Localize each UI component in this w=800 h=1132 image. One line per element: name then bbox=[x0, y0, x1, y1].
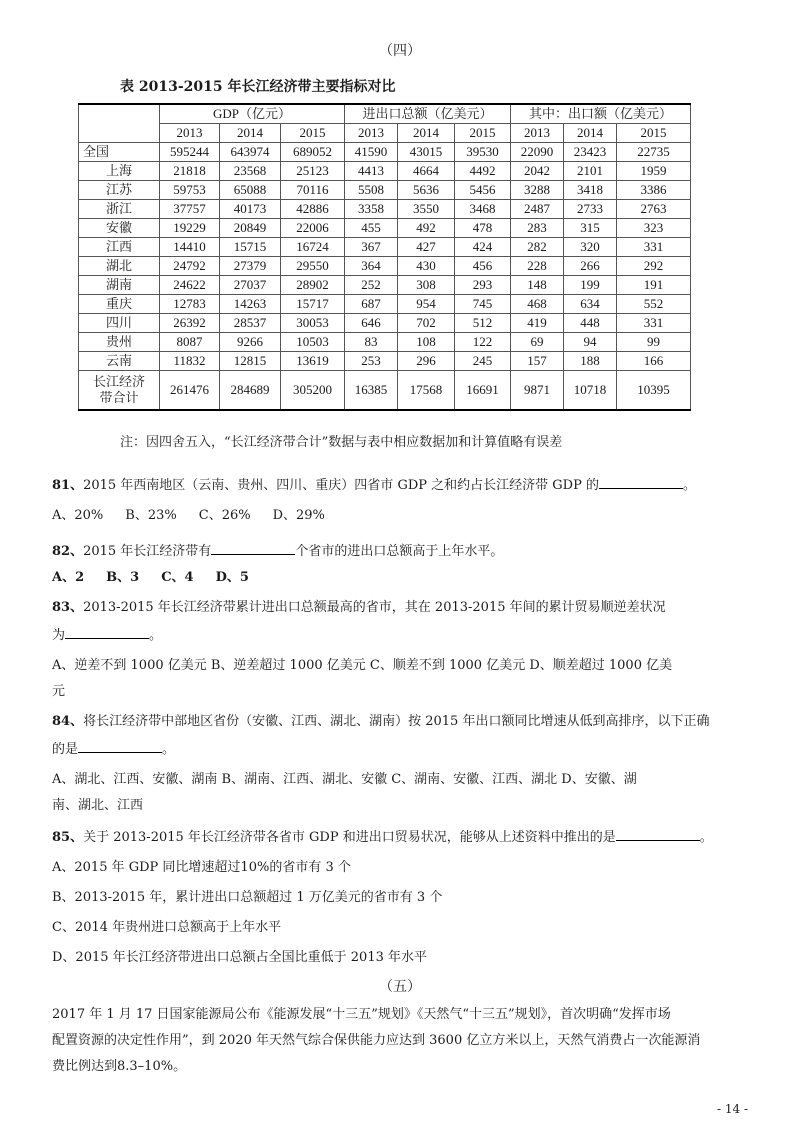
question-number: 84、 bbox=[52, 714, 84, 729]
table-cell: 10718 bbox=[564, 371, 617, 411]
question-text-prefix: 为 bbox=[52, 628, 66, 643]
table-corner-cell bbox=[79, 104, 160, 143]
table-cell: 10395 bbox=[617, 371, 691, 411]
table-cell: 25123 bbox=[281, 162, 345, 181]
option-a[interactable]: A、2 bbox=[52, 570, 85, 585]
option-c[interactable]: C、4 bbox=[161, 570, 194, 585]
answer-blank[interactable] bbox=[616, 826, 700, 841]
table-cell: 166 bbox=[617, 352, 691, 371]
table-cell: 448 bbox=[564, 314, 617, 333]
table-cell: 94 bbox=[564, 333, 617, 352]
table-cell: 122 bbox=[455, 333, 511, 352]
table-cell: 24792 bbox=[160, 257, 220, 276]
table-cell: 37757 bbox=[160, 200, 220, 219]
passage-line-1: 2017 年 1 月 17 日国家能源局公布《能源发展“十三五”规划》《天然气“十三五”规划》，首次明确“发挥市场 bbox=[52, 1007, 671, 1022]
option-d[interactable]: D、29% bbox=[272, 508, 325, 523]
row-label: 上海 bbox=[79, 162, 160, 181]
table-cell: 284689 bbox=[220, 371, 281, 411]
table-cell: 40173 bbox=[220, 200, 281, 219]
table-cell: 30053 bbox=[281, 314, 345, 333]
table-cell: 17568 bbox=[398, 371, 455, 411]
table-cell: 108 bbox=[398, 333, 455, 352]
row-label: 浙江 bbox=[79, 200, 160, 219]
year-cell: 2013 bbox=[160, 124, 220, 143]
year-cell: 2013 bbox=[511, 124, 564, 143]
table-cell: 245 bbox=[455, 352, 511, 371]
page-number: - 14 - bbox=[716, 1102, 748, 1116]
table-cell: 283 bbox=[511, 219, 564, 238]
row-label: 贵州 bbox=[79, 333, 160, 352]
table-cell: 12815 bbox=[220, 352, 281, 371]
table-cell: 512 bbox=[455, 314, 511, 333]
question-text: 关于 2013-2015 年长江经济带各省市 GDP 和进出口贸易状况，能够从上述资料中推出的是 bbox=[83, 830, 616, 845]
table-cell: 9266 bbox=[220, 333, 281, 352]
table-cell: 689052 bbox=[281, 143, 345, 162]
table-cell: 13619 bbox=[281, 352, 345, 371]
table-cell: 228 bbox=[511, 257, 564, 276]
table-cell: 552 bbox=[617, 295, 691, 314]
table-cell: 1959 bbox=[617, 162, 691, 181]
table-row bbox=[79, 295, 691, 314]
table-cell: 2101 bbox=[564, 162, 617, 181]
table-cell: 11832 bbox=[160, 352, 220, 371]
table-cell: 21818 bbox=[160, 162, 220, 181]
table-cell: 14263 bbox=[220, 295, 281, 314]
table-cell: 2487 bbox=[511, 200, 564, 219]
table-cell: 323 bbox=[617, 219, 691, 238]
table-cell: 3468 bbox=[455, 200, 511, 219]
option-d[interactable]: D、5 bbox=[215, 570, 249, 585]
table-cell: 492 bbox=[398, 219, 455, 238]
row-label: 湖南 bbox=[79, 276, 160, 295]
q83-options-wrap: 元 bbox=[52, 684, 66, 699]
question-end: 。 bbox=[162, 742, 176, 757]
table-cell: 595244 bbox=[160, 143, 220, 162]
q83-options[interactable]: A、逆差不到 1000 亿美元 B、逆差超过 1000 亿美元 C、顺差不到 1000 亿美元 D、顺差超过 1000 亿美 bbox=[52, 658, 673, 673]
table-cell: 252 bbox=[345, 276, 398, 295]
question-84-line2 bbox=[52, 738, 772, 760]
table-cell: 42886 bbox=[281, 200, 345, 219]
total-label-line2: 带合计 bbox=[99, 390, 139, 405]
q85-option-b[interactable]: B、2013-2015 年，累计进出口总额超过 1 万亿美元的省市有 3 个 bbox=[52, 890, 443, 905]
row-label: 重庆 bbox=[79, 295, 160, 314]
table-cell: 315 bbox=[564, 219, 617, 238]
table-cell: 99 bbox=[617, 333, 691, 352]
indicator-table bbox=[78, 103, 691, 411]
table-cell: 65088 bbox=[220, 181, 281, 200]
year-cell: 2014 bbox=[220, 124, 281, 143]
table-cell: 702 bbox=[398, 314, 455, 333]
question-85 bbox=[52, 826, 772, 848]
answer-blank[interactable] bbox=[211, 540, 295, 555]
table-cell: 634 bbox=[564, 295, 617, 314]
table-cell: 28537 bbox=[220, 314, 281, 333]
option-c[interactable]: C、26% bbox=[198, 508, 251, 523]
table-cell: 305200 bbox=[281, 371, 345, 411]
table-cell: 16385 bbox=[345, 371, 398, 411]
table-cell: 22090 bbox=[511, 143, 564, 162]
table-row bbox=[79, 352, 691, 371]
table-cell: 5636 bbox=[398, 181, 455, 200]
table-cell: 266 bbox=[564, 257, 617, 276]
table-cell: 59753 bbox=[160, 181, 220, 200]
table-row bbox=[79, 181, 691, 200]
table-row bbox=[79, 276, 691, 295]
table-cell: 5508 bbox=[345, 181, 398, 200]
table-cell: 430 bbox=[398, 257, 455, 276]
table-cell: 643974 bbox=[220, 143, 281, 162]
passage-line-2: 配置资源的决定性作用”，到 2020 年天然气综合保供能力应达到 3600 亿立方米以上，天然气消费占一次能源消 bbox=[52, 1033, 701, 1048]
table-cell: 253 bbox=[345, 352, 398, 371]
header-trade-total: 进出口总额（亿美元） bbox=[345, 104, 511, 124]
table-cell: 364 bbox=[345, 257, 398, 276]
table-cell: 14410 bbox=[160, 238, 220, 257]
table-row bbox=[79, 143, 691, 162]
year-cell: 2014 bbox=[398, 124, 455, 143]
section-four-heading: （四） bbox=[379, 43, 421, 59]
table-cell: 83 bbox=[345, 333, 398, 352]
table-cell: 4413 bbox=[345, 162, 398, 181]
table-cell: 3418 bbox=[564, 181, 617, 200]
table-cell: 27379 bbox=[220, 257, 281, 276]
table-cell: 191 bbox=[617, 276, 691, 295]
year-cell: 2015 bbox=[281, 124, 345, 143]
question-83 bbox=[52, 598, 772, 618]
table-cell: 9871 bbox=[511, 371, 564, 411]
table-cell: 478 bbox=[455, 219, 511, 238]
table-cell: 5456 bbox=[455, 181, 511, 200]
section-five-heading: （五） bbox=[379, 979, 421, 995]
table-cell: 20849 bbox=[220, 219, 281, 238]
question-text: 2015 年长江经济带有 bbox=[83, 544, 212, 559]
question-number: 81、 bbox=[52, 478, 84, 493]
table-cell: 69 bbox=[511, 333, 564, 352]
table-cell: 331 bbox=[617, 314, 691, 333]
q85-option-a[interactable]: A、2015 年 GDP 同比增速超过10%的省市有 3 个 bbox=[52, 860, 351, 875]
table-cell: 19229 bbox=[160, 219, 220, 238]
table-cell: 320 bbox=[564, 238, 617, 257]
question-84 bbox=[52, 712, 772, 732]
question-end: 。 bbox=[699, 830, 713, 845]
table-cell: 2042 bbox=[511, 162, 564, 181]
question-text-prefix: 的是 bbox=[52, 742, 79, 757]
table-cell: 456 bbox=[455, 257, 511, 276]
table-cell: 2733 bbox=[564, 200, 617, 219]
table-cell: 296 bbox=[398, 352, 455, 371]
table-cell: 455 bbox=[345, 219, 398, 238]
table-cell: 3386 bbox=[617, 181, 691, 200]
passage-line-3: 费比例达到8.3–10%。 bbox=[52, 1059, 187, 1074]
table-title: 表 2013-2015 年长江经济带主要指标对比 bbox=[120, 79, 396, 95]
row-label: 江西 bbox=[79, 238, 160, 257]
year-cell: 2013 bbox=[345, 124, 398, 143]
table-row bbox=[79, 314, 691, 333]
table-cell: 293 bbox=[455, 276, 511, 295]
total-label-line1: 长江经济 bbox=[92, 374, 145, 389]
question-number: 82、 bbox=[52, 544, 84, 559]
table-cell: 468 bbox=[511, 295, 564, 314]
table-cell: 29550 bbox=[281, 257, 345, 276]
table-cell: 10503 bbox=[281, 333, 345, 352]
table-cell: 157 bbox=[511, 352, 564, 371]
table-cell: 646 bbox=[345, 314, 398, 333]
table-cell: 282 bbox=[511, 238, 564, 257]
question-end: 。 bbox=[682, 478, 696, 493]
q85-option-c[interactable]: C、2014 年贵州进口总额高于上年水平 bbox=[52, 920, 282, 935]
table-cell: 15715 bbox=[220, 238, 281, 257]
question-text-after: 个省市的进出口总额高于上年水平。 bbox=[295, 544, 504, 559]
table-cell: 331 bbox=[617, 238, 691, 257]
question-text: 将长江经济带中部地区省份（安徽、江西、湖北、湖南）按 2015 年出口额同比增速从低到高排序，以下正确 bbox=[83, 714, 710, 729]
q84-options-wrap: 南、湖北、江西 bbox=[52, 798, 144, 813]
table-row-total bbox=[79, 371, 691, 411]
table-cell: 4492 bbox=[455, 162, 511, 181]
question-text: 2013-2015 年长江经济带累计进出口总额最高的省市，其在 2013-2015 年间的累计贸易顺逆差状况 bbox=[83, 600, 666, 615]
table-row bbox=[79, 200, 691, 219]
q81-options bbox=[52, 506, 772, 526]
table-row bbox=[79, 162, 691, 181]
table-cell: 3358 bbox=[345, 200, 398, 219]
table-cell: 39530 bbox=[455, 143, 511, 162]
table-cell: 148 bbox=[511, 276, 564, 295]
table-cell: 745 bbox=[455, 295, 511, 314]
table-cell: 16724 bbox=[281, 238, 345, 257]
table-cell: 26392 bbox=[160, 314, 220, 333]
option-b[interactable]: B、3 bbox=[106, 570, 140, 585]
year-cell: 2015 bbox=[455, 124, 511, 143]
q82-options bbox=[52, 568, 772, 588]
question-83-line2 bbox=[52, 624, 772, 646]
table-cell: 22006 bbox=[281, 219, 345, 238]
table-cell: 28902 bbox=[281, 276, 345, 295]
table-group-header-row bbox=[79, 104, 691, 124]
table-row bbox=[79, 238, 691, 257]
answer-blank[interactable] bbox=[78, 738, 162, 753]
table-cell: 261476 bbox=[160, 371, 220, 411]
row-label: 江苏 bbox=[79, 181, 160, 200]
table-row bbox=[79, 257, 691, 276]
table-cell: 24622 bbox=[160, 276, 220, 295]
question-end: 。 bbox=[149, 628, 163, 643]
answer-blank[interactable] bbox=[65, 624, 149, 639]
table-cell: 41590 bbox=[345, 143, 398, 162]
header-export: 其中：出口额（亿美元） bbox=[511, 104, 691, 124]
table-cell: 188 bbox=[564, 352, 617, 371]
table-cell: 2763 bbox=[617, 200, 691, 219]
table-note: 注：因四舍五入，“长江经济带合计”数据与表中相应数据加和计算值略有误差 bbox=[120, 435, 563, 450]
table-cell: 4664 bbox=[398, 162, 455, 181]
option-b[interactable]: B、23% bbox=[125, 508, 177, 523]
question-number: 83、 bbox=[52, 600, 84, 615]
row-label: 安徽 bbox=[79, 219, 160, 238]
row-label: 云南 bbox=[79, 352, 160, 371]
table-row bbox=[79, 219, 691, 238]
question-number: 85、 bbox=[52, 830, 84, 845]
table-cell: 367 bbox=[345, 238, 398, 257]
year-cell: 2015 bbox=[617, 124, 691, 143]
table-cell: 12783 bbox=[160, 295, 220, 314]
table-cell: 15717 bbox=[281, 295, 345, 314]
table-cell: 424 bbox=[455, 238, 511, 257]
table-cell: 419 bbox=[511, 314, 564, 333]
table-body bbox=[79, 143, 691, 371]
question-81 bbox=[52, 474, 772, 496]
table-cell: 27037 bbox=[220, 276, 281, 295]
question-82 bbox=[52, 540, 772, 562]
row-label: 全国 bbox=[79, 143, 160, 162]
row-label bbox=[79, 371, 160, 411]
table-cell: 43015 bbox=[398, 143, 455, 162]
year-cell: 2014 bbox=[564, 124, 617, 143]
table-cell: 8087 bbox=[160, 333, 220, 352]
q84-options[interactable]: A、湖北、江西、安徽、湖南 B、湖南、江西、湖北、安徽 C、湖南、安徽、江西、湖北 D、安徽、湖 bbox=[52, 772, 637, 787]
table-cell: 954 bbox=[398, 295, 455, 314]
table-cell: 292 bbox=[617, 257, 691, 276]
answer-blank[interactable] bbox=[599, 474, 683, 489]
table-cell: 308 bbox=[398, 276, 455, 295]
table-cell: 23568 bbox=[220, 162, 281, 181]
table-row bbox=[79, 333, 691, 352]
table-cell: 3550 bbox=[398, 200, 455, 219]
q85-option-d[interactable]: D、2015 年长江经济带进出口总额占全国比重低于 2013 年水平 bbox=[52, 950, 427, 965]
table-cell: 687 bbox=[345, 295, 398, 314]
option-a[interactable]: A、20% bbox=[52, 508, 104, 523]
table-cell: 16691 bbox=[455, 371, 511, 411]
table-cell: 199 bbox=[564, 276, 617, 295]
table-year-row bbox=[79, 124, 691, 143]
row-label: 四川 bbox=[79, 314, 160, 333]
table-cell: 427 bbox=[398, 238, 455, 257]
question-text: 2015 年西南地区（云南、贵州、四川、重庆）四省市 GDP 之和约占长江经济带 GDP 的 bbox=[83, 478, 599, 493]
table-cell: 70116 bbox=[281, 181, 345, 200]
table-cell: 23423 bbox=[564, 143, 617, 162]
row-label: 湖北 bbox=[79, 257, 160, 276]
table-cell: 22735 bbox=[617, 143, 691, 162]
header-gdp: GDP（亿元） bbox=[160, 104, 345, 124]
table-cell: 3288 bbox=[511, 181, 564, 200]
